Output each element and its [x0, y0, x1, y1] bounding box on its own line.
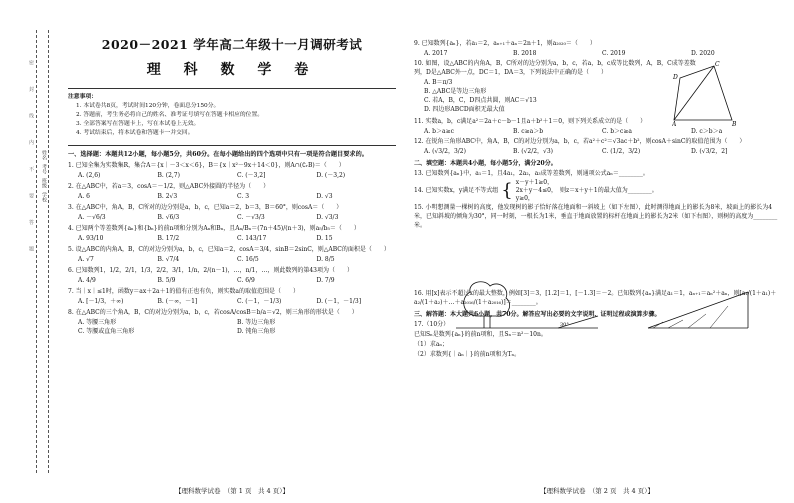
option: A. B＝π/3 — [424, 79, 453, 86]
option: B. △ABC是等边三角形 — [424, 88, 487, 95]
option: B. √6/3 — [157, 213, 180, 221]
right-column — [408, 0, 786, 503]
divider — [68, 145, 396, 146]
question-17: 17.（10分） — [414, 321, 450, 329]
option: D. (√3/2，2] — [691, 148, 728, 155]
option: D. √3/3 — [316, 213, 339, 221]
question-7-options — [78, 297, 396, 306]
figure-label: A — [672, 121, 677, 126]
question-2-options — [78, 192, 396, 201]
page-footer: 【理科数学试卷 （第 2 页 共 4 页）】 — [539, 487, 655, 496]
question-6: 6. 已知数列1，1/2，2/1，1/3，2/2，3/1，1/n，2/(n－1)，…，n/1，…，则此数列的第43项为（ ） — [68, 266, 353, 274]
inequality-system — [516, 179, 557, 202]
option: D. (－3,2) — [316, 171, 346, 179]
inequality: 2x＋y－4≤0， — [515, 186, 557, 194]
binding-label: 姓名 — [41, 150, 47, 160]
question-9: 9. 已知数列{aₙ}，若a₁＝2，aₙ₊₁＋aₙ＝2n＋1，则a₂₀₂₀＝（ ） — [414, 40, 596, 47]
option: C. 等腰或直角三角形 — [78, 327, 135, 335]
option: A. 2017 — [424, 50, 448, 57]
option: B. √7/4 — [157, 255, 180, 263]
question-12: 12. 在锐角三角形ABC中，角A，B，C的对边分别为a，b，c，若a²＋c²＝√3ac＋b²，则cosA＋sinC的取值范围为（ ） — [414, 138, 746, 145]
question-3-options — [78, 213, 396, 222]
question-14-tail: 则z＝x＋y＋1的最大值为________。 — [559, 187, 658, 195]
notes-item: 4. 考试结束后，将本试卷和答题卡一并交回。 — [76, 129, 194, 136]
notes-item: 2. 答题前，考生务必将自己的姓名、准考证号填写在答题卡相应的位置。 — [76, 111, 264, 118]
option: C. 6/9 — [237, 276, 255, 284]
option: C. 3 — [237, 192, 250, 200]
question-5-options — [78, 255, 396, 264]
binding-label: 班级 — [41, 178, 47, 188]
divider — [68, 88, 396, 89]
left-column — [62, 0, 402, 503]
question-17-part: （2）求数列{｜aₙ｜}的前n项和为Tₙ。 — [414, 351, 521, 359]
option: D. 四边形ABCD面积无最大值 — [424, 106, 505, 113]
option: A. b＞a≥c — [424, 128, 454, 135]
seal-text: 密 封 线 内 不 要 答 题 — [28, 60, 34, 262]
section-heading: 二、填空题：本题共4小题，每小题5分，满分20分。 — [414, 160, 557, 167]
angle-label: 30° — [560, 322, 569, 328]
option: B. c≥a＞b — [513, 128, 544, 135]
binding-label: 考号 — [41, 164, 47, 174]
question-5: 5. 设△ABC的内角A，B，C的对边分别为a，b，c，已知a＝2，cosA＝3/4，sinB＝2sinC，则△ABC的面积是（ ） — [68, 245, 390, 253]
binding-labels — [38, 150, 48, 202]
question-14-stem: 14. 已知实数x，y满足不等式组 — [414, 187, 499, 195]
option: D. 钝角三角形 — [237, 327, 276, 335]
option: B. (2,7) — [157, 171, 180, 179]
figure-label: C — [715, 61, 720, 68]
inequality: y≥0， — [515, 194, 534, 202]
binding-line — [36, 30, 37, 473]
question-12-options — [424, 147, 780, 156]
notes-heading: 注意事项： — [68, 93, 97, 100]
tree-shadow-figure — [448, 278, 768, 338]
option: C. 2019 — [602, 50, 626, 57]
question-10: 10. 如图，设△ABC的内角A，B，C所对的边分别为a，b，c，若a，b，c成等比数列，A，B，C成等差数列，D是△ABC外一点，DC＝1，DA＝3，下列说法中正确的是（ ） — [414, 60, 696, 76]
question-7: 7. 当｜x｜≤1时，函数y＝ax＋2a＋1的值有正也有负，则实数a的取值范围是（ ） — [68, 287, 300, 295]
option: B. (－∞，－1] — [157, 297, 198, 305]
inequality: x－y＋1≥0， — [515, 179, 554, 186]
binding-line — [48, 30, 49, 473]
option: B. 2√3 — [157, 192, 178, 200]
question-9-options — [424, 49, 780, 58]
option: A. －√6/3 — [78, 213, 106, 221]
option: D. 15 — [316, 234, 333, 242]
question-1-options — [78, 171, 396, 180]
figure-label: D — [673, 74, 678, 81]
option: D. 8/5 — [316, 255, 335, 263]
question-4: 4. 已知两个等差数列{aₙ}和{bₙ}的前n项和分别为Aₙ和Bₙ，且Aₙ/Bₙ＝(7n＋45)/(n＋3)，则a₅/b₅＝（ ） — [68, 224, 360, 232]
option: C. 143/17 — [237, 234, 267, 242]
question-11-options — [424, 127, 780, 136]
option: D. 7/9 — [316, 276, 335, 284]
option: A. 等腰三角形 — [78, 318, 117, 326]
option: C. 16/5 — [237, 255, 259, 263]
notes — [68, 93, 396, 138]
option: A. (√3/2，3/2) — [424, 148, 466, 155]
question-list — [62, 161, 402, 336]
binding-label: 学校 — [41, 192, 47, 202]
question-15: 15. 小明想测量一棵树的高度，他发现树的影子恰好落在地面和一斜坡上（如下左图），此时测得地面上的影长为8米，坡面上的影长为4米，已知斜坡的倾角为30°，同一时刻，一根长为1米，垂直于地面放置的标杆在地面上的影长为2米（如下右图），则树的高度为________米。 — [414, 204, 778, 230]
option: C. (－1，－1/3) — [237, 297, 282, 305]
question-17-body: 已知Sₙ是数列{aₙ}的前n项和，且Sₙ＝n²－10n。 — [414, 331, 547, 339]
notes-item: 3. 全部答案写在答题卡上，写在本试卷上无效。 — [76, 120, 200, 127]
option: C. (1/2，3/2) — [602, 148, 641, 155]
binding-margin — [0, 0, 56, 503]
question-6-options — [78, 276, 396, 285]
option: B. 5/9 — [157, 276, 176, 284]
option: C. (－3,2] — [237, 171, 266, 179]
question-1: 1. 已知全集为实数集R，集合A＝{x｜－3＜x＜6}，B＝{x｜x²－9x＋14＜0}，则A∩(∁ᵣB)＝（ ） — [68, 161, 345, 169]
option: D. (－1，－1/3] — [316, 297, 362, 305]
section-heading: 三、解答题：本大题共6小题，共70分。解答应写出必要的文字说明、证明过程或演算步骤。 — [414, 311, 661, 319]
section-heading: 一、选择题：本题共12小题，每小题5分，共60分。在每小题给出的四个选项中只有一项是符合题目要求的。 — [68, 150, 368, 158]
question-8-options — [78, 318, 396, 336]
option: A. [－1/3，＋∞) — [78, 297, 124, 305]
option: B. 17/2 — [157, 234, 180, 242]
option: A. (2,6) — [78, 171, 101, 179]
option: A. √7 — [78, 255, 94, 263]
option: B. 2018 — [513, 50, 537, 57]
question-14 — [414, 179, 780, 202]
question-2: 2. 在△ABC中，若a＝3，cosA＝－1/2，则△ABC外接圆的半径为（ ） — [68, 182, 270, 190]
quadrilateral-figure — [672, 58, 742, 126]
figure-label: B — [732, 121, 737, 126]
option: A. 93/10 — [78, 234, 104, 242]
option: A. 4/9 — [78, 276, 96, 284]
exam-title: 2020－2021 学年高二年级十一月调研考试 — [101, 37, 363, 52]
question-13: 13. 已知数列{aₙ}中，a₁＝1，且4a₁，2a₂，a₃成等差数列，则通项公式aₙ＝________。 — [414, 170, 649, 177]
notes-item: 1. 本试卷共8页，考试时间120分钟，卷面总分150分。 — [76, 102, 220, 109]
question-16: 16. 用[x]表示不超过x的最大整数，例如[3]＝3，[1.2]＝1，[－1.3]＝－2。已知数列{aₙ}满足a₁＝1，aₙ₊₁＝aₙ²＋aₙ，则[a₁/(1＋a₁)＋a₂/(1＋a₂)＋…＋a₂₀₁₆/(1＋a₂₀₁₆)]＝________。 — [414, 290, 777, 307]
option: D. √3 — [316, 192, 333, 200]
question-3: 3. 在△ABC中，角A，B，C所对的边分别是a，b，c，已知a＝2，b＝3，B＝60°，则cosA＝（ ） — [68, 203, 343, 211]
option: C. －√3/3 — [237, 213, 265, 221]
exam-subtitle: 理 科 数 学 卷 — [146, 61, 318, 78]
option: D. c＞b＞a — [691, 128, 723, 135]
option: B. (√2/2，√3) — [513, 148, 554, 155]
page-footer: 【理科数学试卷 （第 1 页 共 4 页）】 — [174, 487, 290, 496]
question-11: 11. 实数a，b，c满足a²＝2a＋c－b－1且a＋b²＋1＝0，则下列关系成立的是（ ） — [414, 118, 647, 125]
option: D. 2020 — [691, 50, 715, 57]
option: C. b＞c≥a — [602, 128, 632, 135]
brace: { — [501, 179, 513, 201]
question-17-part: （1）求aₙ； — [414, 341, 448, 349]
option: C. 若A，B，C，D四点共圆，则AC＝√13 — [424, 97, 537, 104]
question-8: 8. 在△ABC的三个角A，B，C的对边分别为a，b，c，若cosA/cosB＝b/a＝√2，则三角形的形状是（ ） — [68, 308, 358, 316]
option: A. 6 — [78, 192, 90, 200]
question-4-options — [78, 234, 396, 243]
option: B. 等边三角形 — [237, 318, 276, 326]
